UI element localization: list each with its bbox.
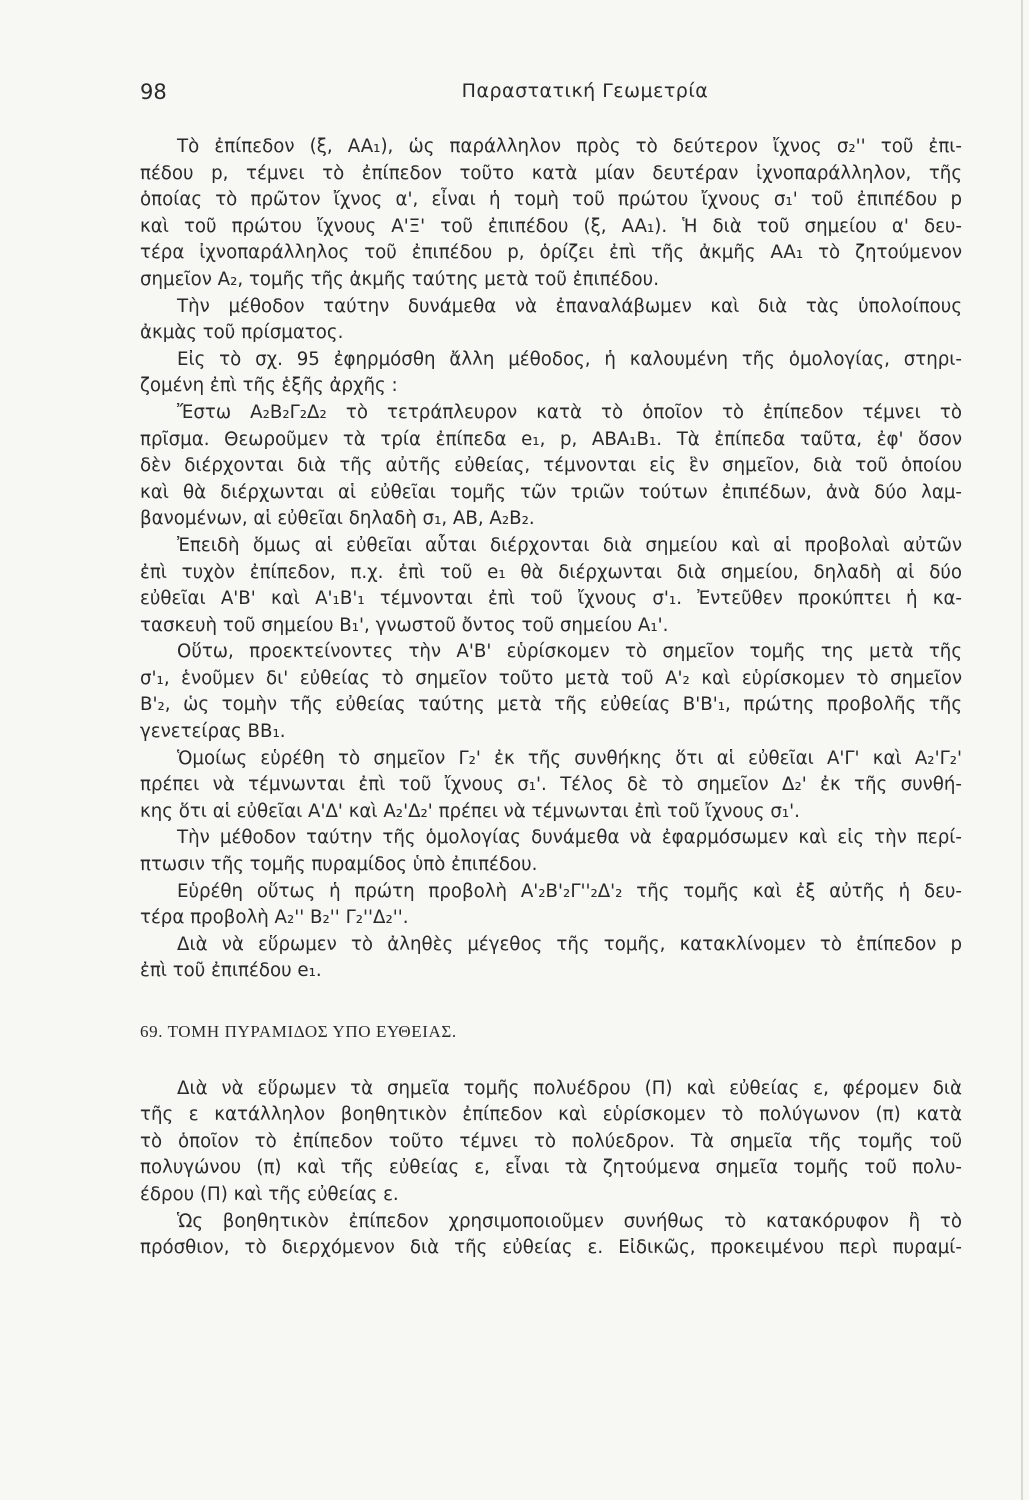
text-line: Διὰ νὰ εὕρωμεν τὰ σημεῖα τομῆς πολυέδρου (Π) καὶ εὐθείας ε, φέρομεν διὰ (177, 1077, 962, 1099)
text-line: ἀκμὰς τοῦ πρίσματος. (140, 322, 344, 344)
text-line: Οὕτω, προεκτείνοντες τὴν A'B' εὑρίσκομεν τὸ σημεῖον τομῆς της μετὰ τῆς (177, 641, 962, 663)
paragraph-4 (140, 400, 962, 533)
paragraph-5 (140, 533, 962, 639)
text-line: ὁποίας τὸ πρῶτον ἴχνος α', εἶναι ἡ τομὴ τοῦ πρώτου ἴχνους σ₁' τοῦ ἐπιπέδου p (140, 189, 962, 211)
paragraph-12 (140, 1209, 962, 1262)
text-line: καὶ τοῦ πρώτου ἴχνους A'Ξ' τοῦ ἐπιπέδου (ξ, AA₁). Ἡ διὰ τοῦ σημείου α' δευ- (140, 215, 962, 237)
running-title: Παραστατική Γεωμετρία (461, 80, 709, 102)
text-line: Ὁμοίως εὑρέθη τὸ σημεῖον Γ₂' ἐκ τῆς συνθήκης ὅτι αἱ εὐθεῖαι A'Γ' καὶ A₂'Γ₂' (177, 747, 962, 769)
text-line: έδρου (Π) καὶ τῆς εὐθείας ε. (140, 1183, 399, 1205)
text-line: ἐπὶ τοῦ ἐπιπέδου e₁. (140, 960, 322, 982)
text-line: ἐπὶ τυχὸν ἐπίπεδον, π.χ. ἐπὶ τοῦ e₁ θὰ διέρχωνται διὰ σημείου, δηλαδὴ αἱ δύο (140, 561, 962, 583)
paragraph-8 (140, 825, 962, 878)
text-line: τέρα ἰχνοπαράλληλος τοῦ ἐπιπέδου p, ὁρίζει ἐπὶ τῆς ἀκμῆς AA₁ τὸ ζητούμενον (140, 242, 962, 264)
text-line: δὲν διέρχονται διὰ τῆς αὐτῆς εὐθείας, τέμνονται εἰς ἓν σημεῖον, διὰ τοῦ ὁποίου (140, 455, 962, 477)
text-line: εὐθεῖαι A'B' καὶ A'₁B'₁ τέμνονται ἐπὶ τοῦ ἴχνους σ'₁. Ἐντεῦθεν προκύπτει ἡ κα- (140, 588, 962, 610)
page-header (140, 80, 970, 112)
section-heading: 69. ΤΟΜΗ ΠΥΡΑΜΙΔΟΣ ΥΠΟ ΕΥΘΕΙΑΣ. (140, 1022, 457, 1041)
text-line: B'₂, ὡς τομὴν τῆς εὐθείας ταύτης μετὰ τῆς εὐθείας B'B'₁, πρώτης προβολῆς τῆς (140, 694, 962, 716)
text-line: βανομένων, αἱ εὐθεῖαι δηλαδὴ σ₁, AB, A₂B₂. (140, 508, 535, 530)
page-body (140, 134, 962, 1262)
paragraph-6 (140, 639, 962, 745)
spacer (140, 985, 962, 1019)
paragraph-3 (140, 347, 962, 400)
spacer (140, 1046, 962, 1076)
text-line: τῆς ε κατάλληλον βοηθητικὸν ἐπίπεδον καὶ εὑρίσκομεν τὸ πολύγωνον (π) κατὰ (140, 1104, 962, 1126)
text-line: καὶ θὰ διέρχωνται αἱ εὐθεῖαι τομῆς τῶν τριῶν τούτων ἐπιπέδων, ἀνὰ δύο λαμ- (140, 481, 962, 503)
text-line: Εἰς τὸ σχ. 95 ἐφηρμόσθη ἄλλη μέθοδος, ἡ καλουμένη τῆς ὁμολογίας, στηρι- (177, 348, 962, 370)
text-line: Ὡς βοηθητικὸν ἐπίπεδον χρησιμοποιοῦμεν συνήθως τὸ κατακόρυφον ἢ τὸ (177, 1210, 962, 1232)
paragraph-7 (140, 746, 962, 826)
paragraph-10 (140, 932, 962, 985)
text-line: κης ὅτι αἱ εὐθεῖαι A'Δ' καὶ A₂'Δ₂' πρέπει νὰ τέμνωνται ἐπὶ τοῦ ἴχνους σ₁'. (140, 800, 800, 822)
text-line: τέρα προβολὴ A₂'' B₂'' Γ₂''Δ₂''. (140, 907, 409, 929)
text-line: σ'₁, ἑνοῦμεν δι' εὐθείας τὸ σημεῖον τοῦτο μετὰ τοῦ A'₂ καὶ εὑρίσκομεν τὸ σημεῖον (140, 667, 962, 689)
text-line: πρῖσμα. Θεωροῦμεν τὰ τρία ἐπίπεδα e₁, p, ABA₁B₁. Τὰ ἐπίπεδα ταῦτα, ἐφ' ὅσον (140, 428, 962, 450)
paragraph-1 (140, 134, 962, 294)
text-line: Ἐπειδὴ ὅμως αἱ εὐθεῖαι αὗται διέρχονται διὰ σημείου καὶ αἱ προβολαὶ αὐτῶν (177, 534, 962, 556)
text-line: γενετείρας BB₁. (140, 721, 286, 743)
text-line: τὸ ὁποῖον τὸ ἐπίπεδον τοῦτο τέμνει τὸ πολύεδρον. Τὰ σημεῖα τῆς τομῆς τοῦ (140, 1130, 962, 1152)
text-line: πρέπει νὰ τέμνωνται ἐπὶ τοῦ ἴχνους σ₁'. Τέλος δὲ τὸ σημεῖον Δ₂' ἐκ τῆς συνθή- (140, 774, 962, 796)
text-line: σημεῖον A₂, τομῆς τῆς ἀκμῆς ταύτης μετὰ τοῦ ἐπιπέδου. (140, 268, 659, 290)
page-edge-shadow (1021, 0, 1023, 1500)
text-line: Διὰ νὰ εὕρωμεν τὸ ἀληθὲς μέγεθος τῆς τομῆς, κατακλίνομεν τὸ ἐπίπεδον p (177, 933, 962, 955)
text-line: ζομένη ἐπὶ τῆς ἑξῆς ἀρχῆς : (140, 375, 398, 397)
paragraph-11 (140, 1076, 962, 1209)
text-line: πέδου p, τέμνει τὸ ἐπίπεδον τοῦτο κατὰ μίαν δευτέραν ἰχνοπαράλληλον, τῆς (140, 162, 962, 184)
text-line: πτωσιν τῆς τομῆς πυραμίδος ὑπὸ ἐπιπέδου. (140, 854, 538, 876)
paragraph-9 (140, 879, 962, 932)
text-line: πολυγώνου (π) καὶ τῆς εὐθείας ε, εἶναι τὰ ζητούμενα σημεῖα τομῆς τοῦ πολυ- (140, 1157, 962, 1179)
page-number: 98 (140, 80, 167, 104)
text-line: Τὴν μέθοδον ταύτην τῆς ὁμολογίας δυνάμεθα νὰ ἐφαρμόσωμεν καὶ εἰς τὴν περί- (177, 827, 962, 849)
text-line: τασκευὴ τοῦ σημείου B₁', γνωστοῦ ὄντος τοῦ σημείου A₁'. (140, 614, 669, 636)
text-line: Τὴν μέθοδον ταύτην δυνάμεθα νὰ ἐπαναλάβωμεν καὶ διὰ τὰς ὑπολοίπους (177, 295, 962, 317)
text-line: Εὑρέθη οὕτως ἡ πρώτη προβολὴ A'₂B'₂Γ''₂Δ'₂ τῆς τομῆς καὶ ἐξ αὐτῆς ἡ δευ- (177, 880, 962, 902)
text-line: πρόσθιον, τὸ διερχόμενον διὰ τῆς εὐθείας ε. Εἰδικῶς, προκειμένου περὶ πυραμί- (140, 1237, 962, 1259)
text-line: Τὸ ἐπίπεδον (ξ, AA₁), ὡς παράλληλον πρὸς τὸ δεύτερον ἴχνος σ₂'' τοῦ ἐπι- (177, 136, 962, 157)
paragraph-2 (140, 294, 962, 347)
text-line: Ἔστω A₂B₂Γ₂Δ₂ τὸ τετράπλευρον κατὰ τὸ ὁποῖον τὸ ἐπίπεδον τέμνει τὸ (177, 401, 962, 423)
